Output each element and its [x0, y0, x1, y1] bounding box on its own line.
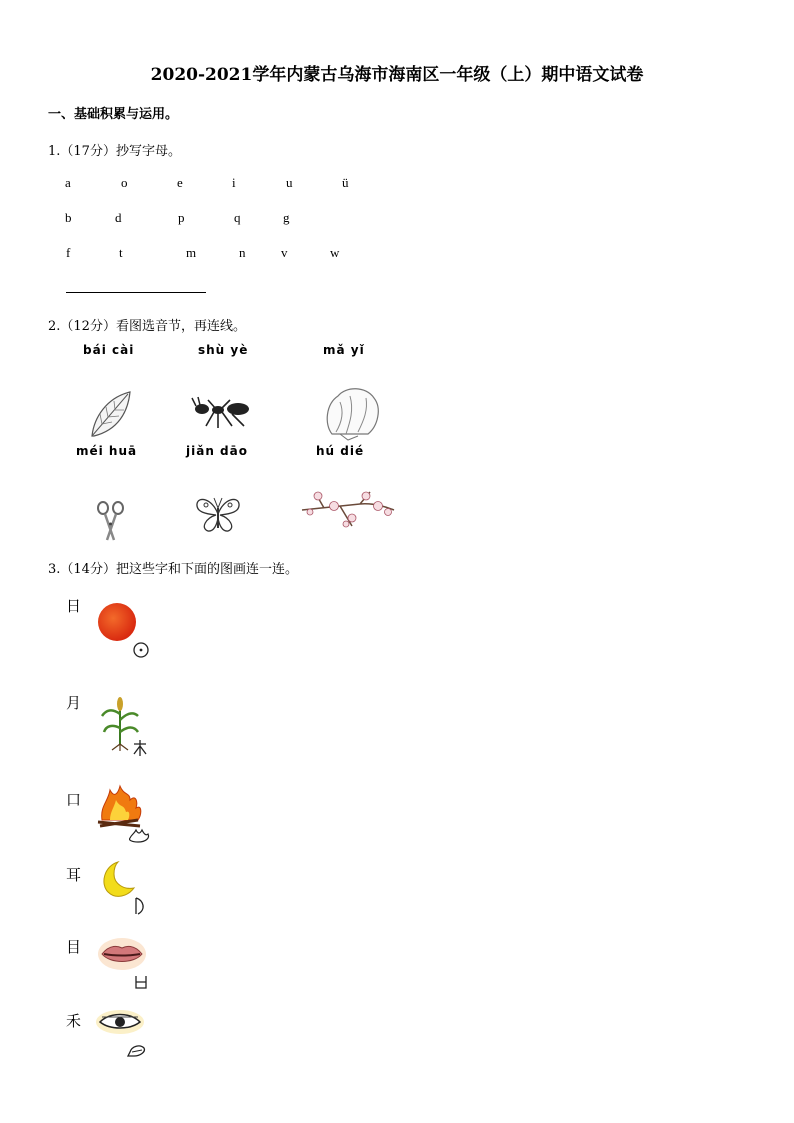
pinyin-option: méi huā	[76, 444, 138, 458]
question-2-prompt: 2.（12分）看图选音节，再连线。	[48, 319, 246, 334]
pinyin-option: bái cài	[83, 343, 135, 357]
letter: a	[65, 175, 71, 190]
pinyin-option: jiǎn dāo	[186, 444, 248, 458]
pinyin-option: mǎ yǐ	[323, 343, 365, 357]
character: 月	[66, 694, 82, 712]
character: 目	[66, 938, 82, 956]
letter: e	[177, 175, 183, 190]
letter: u	[286, 175, 293, 190]
letter: ü	[342, 175, 349, 190]
butterfly-icon	[194, 494, 242, 534]
letter: t	[119, 245, 123, 260]
scissors-icon	[96, 500, 126, 542]
letter: p	[178, 210, 185, 225]
letter: o	[121, 175, 128, 190]
mouth-icon	[96, 936, 158, 992]
leaf-icon	[88, 390, 133, 440]
rice-plant-icon	[98, 696, 160, 760]
fire-icon	[96, 784, 160, 846]
letter: w	[330, 245, 340, 260]
section-heading: 一、基础积累与运用。	[48, 107, 179, 122]
letter: n	[239, 245, 246, 260]
character: 口	[66, 791, 82, 809]
plum-blossom-icon	[300, 488, 396, 532]
letter: d	[115, 210, 122, 225]
letter: g	[283, 210, 290, 225]
letter: f	[66, 245, 71, 260]
question-1-prompt: 1.（17分）抄写字母。	[48, 144, 181, 159]
cabbage-icon	[322, 384, 382, 442]
eye-icon	[94, 1008, 156, 1060]
pinyin-option: shù yè	[198, 343, 249, 357]
sun-icon	[95, 600, 155, 660]
moon-icon	[98, 860, 148, 920]
page-title: 2020-2021学年内蒙古乌海市海南区一年级（上）期中语文试卷	[150, 65, 644, 85]
question-3-prompt: 3.（14分）把这些字和下面的图画连一连。	[48, 562, 298, 577]
letter: q	[234, 210, 241, 225]
pinyin-option: hú dié	[316, 444, 365, 458]
letter: m	[186, 245, 197, 260]
character: 禾	[66, 1012, 82, 1030]
character: 日	[66, 597, 82, 615]
letter: v	[281, 245, 288, 260]
letter: i	[232, 175, 236, 190]
answer-line[interactable]	[66, 292, 206, 293]
ant-icon	[192, 396, 254, 430]
character: 耳	[66, 866, 82, 884]
letter: b	[65, 210, 72, 225]
